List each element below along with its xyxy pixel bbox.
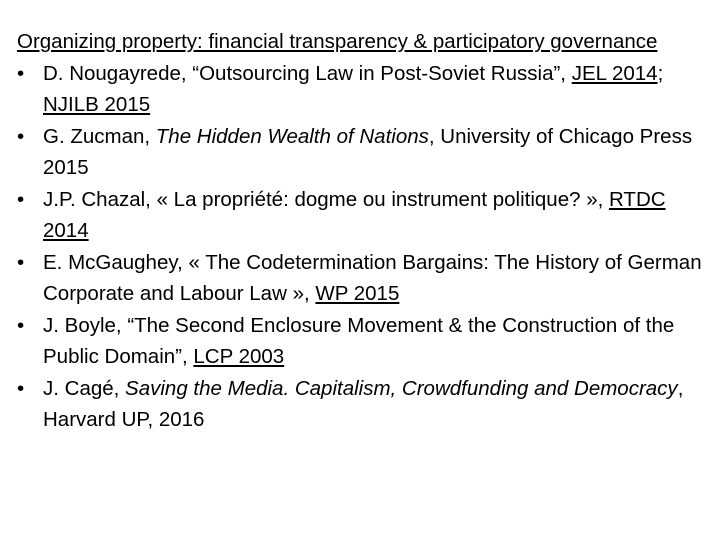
reference-author: J. Boyle, <box>43 313 128 337</box>
reference-link-njilb[interactable]: NJILB 2015 <box>43 93 151 116</box>
reference-item-zucman <box>17 121 707 184</box>
reference-title: “Outsourcing Law in Post-Soviet Russia”, <box>192 61 572 85</box>
reference-title: “The Second Enclosure Movement & the Construction of the Public Domain”, <box>43 313 675 368</box>
reference-author: J. Cagé, <box>43 376 126 400</box>
slide-heading: Organizing property: financial transparency & participatory governance <box>17 30 658 53</box>
reference-author: J.P. Chazal, <box>43 187 157 211</box>
reference-list <box>17 58 707 436</box>
reference-author: D. Nougayrede, <box>43 61 193 85</box>
reference-title: Saving the Media. Capitalism, Crowdfunding and Democracy <box>125 376 678 400</box>
reference-link-rtdc[interactable]: RTDC 2014 <box>43 187 666 242</box>
bullet-icon: • <box>17 250 25 274</box>
bullet-icon: • <box>17 124 25 148</box>
bullet-icon: • <box>17 376 25 400</box>
reference-author: E. McGaughey, <box>43 250 189 274</box>
reference-item-chazal <box>17 184 707 247</box>
reference-author: G. Zucman, <box>43 124 156 148</box>
reference-link-lcp[interactable]: LCP 2003 <box>193 345 285 368</box>
reference-separator: ; <box>657 61 664 85</box>
reference-item-boyle <box>17 310 707 373</box>
reference-publisher: , University of Chicago Press 2015 <box>43 124 693 179</box>
bullet-icon: • <box>17 187 25 211</box>
reference-title: The Hidden Wealth of Nations <box>155 124 429 148</box>
reference-item-cage <box>17 373 707 436</box>
bullet-icon: • <box>17 313 25 337</box>
reference-item-nougayrede <box>17 58 707 121</box>
reference-title: « The Codetermination Bargains: The History of German Corporate and Labour Law », <box>43 250 702 305</box>
reference-link-wp[interactable]: WP 2015 <box>315 282 400 305</box>
bullet-icon: • <box>17 61 25 85</box>
reference-item-mcgaughey <box>17 247 707 310</box>
slide-content <box>17 26 707 436</box>
reference-publisher: , Harvard UP, 2016 <box>43 376 684 431</box>
reference-link-jel[interactable]: JEL 2014 <box>571 61 658 85</box>
reference-title: « La propriété: dogme ou instrument politique? », <box>156 187 609 211</box>
